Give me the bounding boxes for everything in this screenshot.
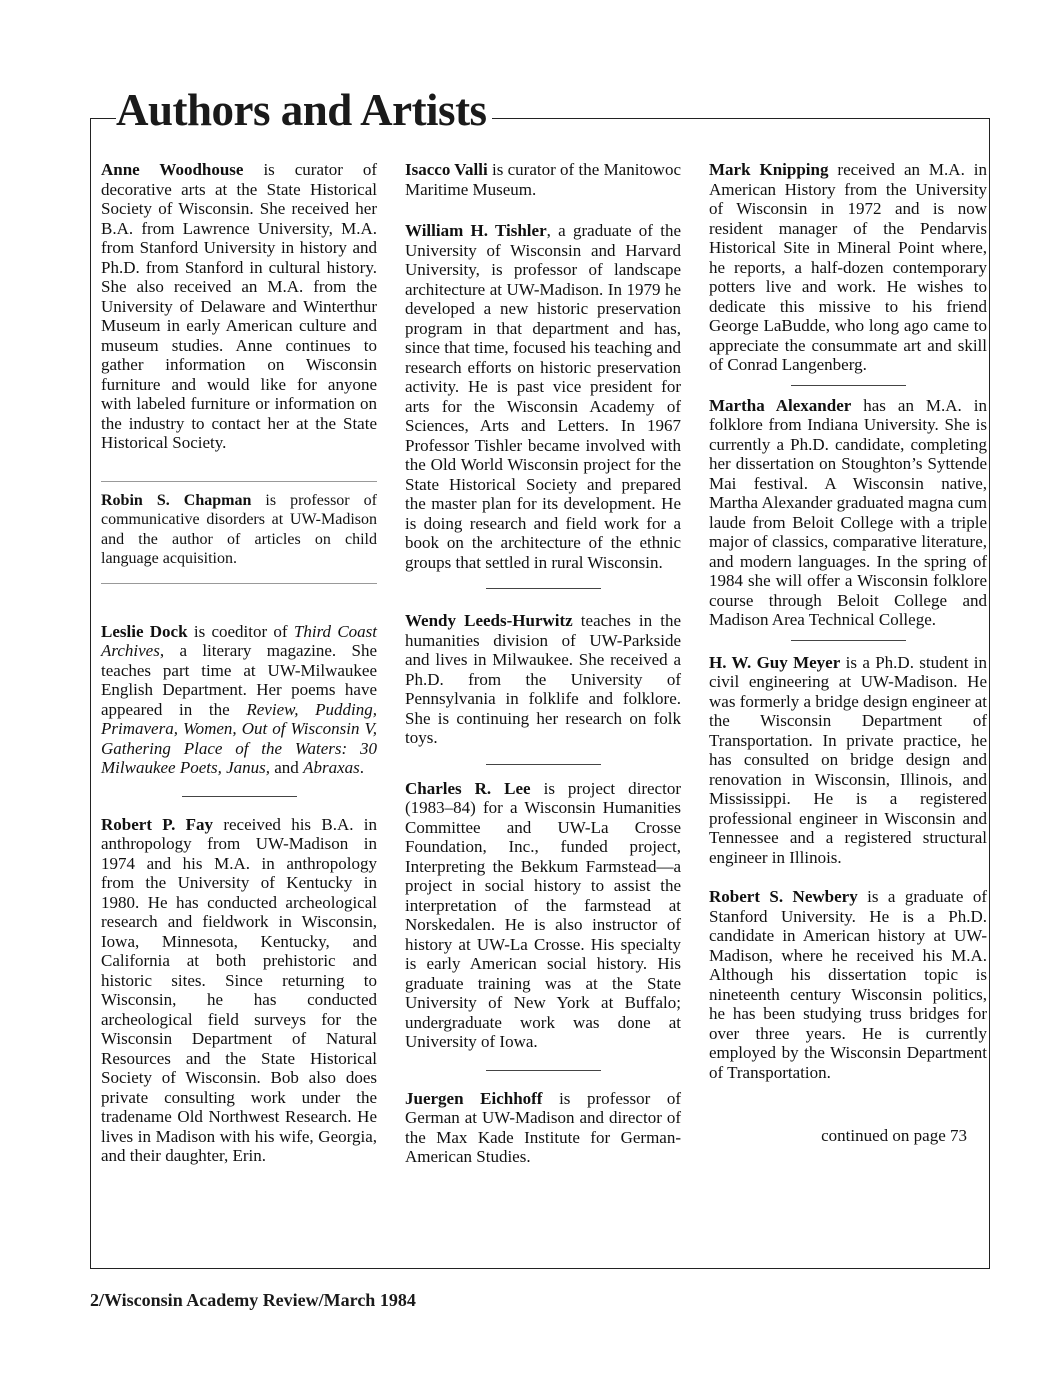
bio-text: is professor of communicative disorders at UW-Madison and the author of articles on child language acquisition.	[101, 491, 377, 567]
bio-text: is professor of German at UW-Madison and director of the Max Kade Institute for German-American Studies.	[405, 1088, 682, 1166]
page-title: Authors and Artists	[116, 85, 487, 135]
bio-name: Anne Woodhouse	[101, 160, 244, 179]
bio-robert-newbery	[709, 887, 987, 1082]
bio-charles-lee	[405, 779, 681, 1052]
bio-italic-title: Third Coast Archives	[101, 621, 378, 660]
bio-text: is a Ph.D. student in civil engineering at UW-Madison. He was formerly a bridge design engineer at the Wisconsin Department of Transportation. In private practice, he has consulted on bridge design and renovation in Wisconsin, Illinois, and Mississippi. He is a registered professional engineer in Wisconsin and Tennessee and a registered structural engineer in Illinois.	[709, 652, 987, 867]
bio-text: , a literary magazine. She teaches part time at UW-Milwaukee English Department. Her poems have appeared in the	[101, 641, 377, 719]
bio-text: , a graduate of the University of Wisconsin and Harvard University, is professor of landscape architecture at UW-Madison. In 1979 he developed a new historic preservation program in that department and has, since that time, focused his teaching and research efforts on historic preservation activity. He is past vice president for arts for the Wisconsin Academy of Sciences, Arts and Letters. In 1967 Professor Tishler became involved with the Old World Wisconsin project for the State Historical Society and prepared the master plan for its development. He is doing research and field work for a book on the architecture of the ethnic groups that settled in rural Wisconsin.	[405, 221, 681, 572]
bio-text: is coeditor of	[187, 621, 294, 641]
bio-william-tishler	[405, 221, 681, 572]
bio-robin-chapman	[101, 491, 377, 569]
title-rule-left	[90, 118, 116, 119]
bio-name: Juergen Eichhoff	[405, 1088, 543, 1108]
bio-text: teaches in the humanities division of UW-Parkside and lives in Milwaukee. She received a Ph.D. from the University of Pennsylvania in folklife and folklore. She is continuing her research on folk toys.	[405, 611, 681, 747]
bio-juergen-eichhoff	[405, 1089, 681, 1167]
bio-text: is a graduate of Stanford University. He is a Ph.D. candidate in American history at UW-Madison, where he received his M.A. Although his dissertation topic is nineteenth century Wisconsin politics, he has been studying truss bridges for over three years. He is currently employed by the Wisconsin Department of Transportation.	[709, 887, 987, 1082]
bio-name: Martha Alexander	[709, 395, 852, 415]
bio-italic-titles: Review, Pudding, Primavera, Women, Out of Wisconsin V, Gathering Place of the Waters: 30 Milwaukee Poets, Janus,	[101, 699, 377, 777]
bio-name: Robert P. Fay	[101, 814, 214, 834]
bio-text: has an M.A. in folklore from Indiana University. She is currently a Ph.D. candidate, completing her dissertation on Stoughton’s Syttende Mai festival. A Wisconsin native, Martha Alexander graduated magna cum laude from Beloit College with a triple major of classics, comparative literature, and modern languages. In the spring of 1984 she will offer a Wisconsin folklore course through Beloit College and Madison Area Technical College.	[709, 395, 987, 629]
bio-name: William H. Tishler	[405, 221, 547, 240]
bio-name: Wendy Leeds-Hurwitz	[405, 611, 573, 630]
bio-text: .	[359, 758, 364, 777]
bio-name: Mark Knipping	[709, 160, 829, 179]
column-2	[405, 160, 681, 1167]
bio-name: Robin S. Chapman	[101, 491, 252, 509]
bio-wendy-leeds-hurwitz	[405, 611, 681, 748]
bio-text: is curator of decorative arts at the State Historical Society of Wisconsin. She received her B.A. from Lawrence University, M.A. from Stanford University in history and Ph.D. from Stanford in cultural history. She also received an M.A. from the University of Delaware and Winterthur Museum in early American culture and museum studies. Anne continues to gather information on Wisconsin furniture and would like for anyone with labeled furniture or information on the industry to contact her at the State Historical Society.	[101, 160, 378, 452]
bio-text: is project director (1983–84) for a Wisconsin Humanities Committee and UW-La Crosse Foundation, Inc., funded project, Interpreting the Bekkum Farmstead—a project in social history to assist the interpretation of the farmstead at Norskedalen. He is also instructor of history at UW-La Crosse. His specialty is early American social history. His graduate training was at the State University of New York at Buffalo; undergraduate work was done at University of Iowa.	[405, 778, 681, 1051]
bio-isacco-valli	[405, 160, 681, 199]
bio-name: H. W. Guy Meyer	[709, 652, 841, 672]
bio-text: is curator of the Manitowoc Maritime Museum.	[405, 160, 681, 199]
page-footer: 2/Wisconsin Academy Review/March 1984	[90, 1290, 416, 1310]
bio-mark-knipping	[709, 160, 987, 375]
bio-martha-alexander	[709, 396, 987, 630]
bio-text: received an M.A. in American History from the University of Wisconsin in 1972 and is now resident manager of the Pendarvis Historical Site in Mineral Point where, he reports, a half-dozen contemporary potters live and work. He wishes to dedicate this missive to his friend George LaBudde, who long ago came to appreciate the consummate art and skill of Conrad Langenberg.	[709, 160, 987, 374]
title-rule-right	[492, 118, 989, 119]
bio-robert-fay	[101, 815, 377, 1166]
bio-text: and	[270, 758, 304, 777]
bio-name: Robert S. Newbery	[709, 887, 858, 906]
bio-name: Charles R. Lee	[405, 778, 531, 798]
bio-italic-title: Abraxas	[303, 758, 360, 777]
bio-name: Isacco Valli	[405, 160, 488, 179]
continued-note: continued on page 73	[821, 1126, 967, 1145]
bio-name: Leslie Dock	[101, 621, 188, 641]
bio-guy-meyer	[709, 653, 987, 868]
bio-text: received his B.A. in anthropology from UW-Madison in 1974 and his M.A. in anthropology from the University of Kentucky in 1980. He has conducted archeological research and fieldwork in Wisconsin, Iowa, Minnesota, Kentucky, and California at both prehistoric and historic sites. Since returning to Wisconsin, he has conducted archeological field surveys for the Wisconsin Department of Natural Resources and the State Historical Society of Wisconsin. Bob also does private consulting work under the tradename Old Northwest Research. He lives in Madison with his wife, Georgia, and their daughter, Erin.	[101, 814, 377, 1165]
bio-leslie-dock	[101, 622, 377, 778]
bio-anne-woodhouse	[101, 160, 377, 453]
column-1	[101, 160, 377, 1166]
column-3	[709, 160, 987, 1146]
